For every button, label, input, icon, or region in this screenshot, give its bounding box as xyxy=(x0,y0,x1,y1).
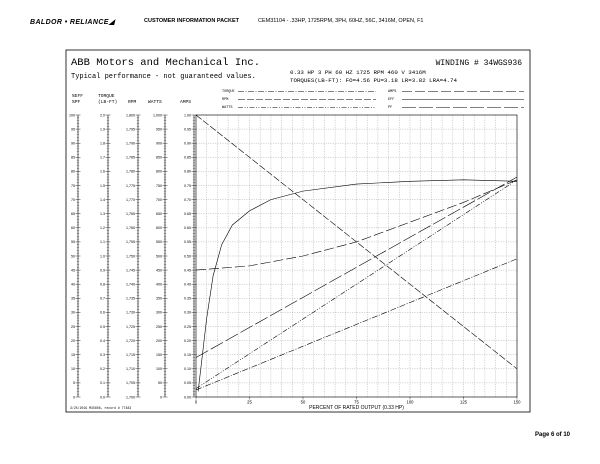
y-tick-label: 30 xyxy=(71,310,75,315)
y-tick-label: 90 xyxy=(71,141,75,146)
y-tick-label: 0.3 xyxy=(100,353,105,357)
y-tick-label: 0.5 xyxy=(100,324,105,329)
y-tick-label: 200 xyxy=(156,338,162,343)
y-tick-label: 0.1 xyxy=(100,381,105,386)
y-tick-label: 75 xyxy=(71,183,75,188)
y-tick-label: 40 xyxy=(71,282,75,287)
y-tick-label: 1,750 xyxy=(126,254,135,259)
y-tick-label: 950 xyxy=(156,127,162,132)
page-number: Page 6 of 10 xyxy=(534,432,570,438)
y-tick-label: 1,745 xyxy=(126,268,135,273)
y-tick-label: 1,000 xyxy=(153,113,162,118)
y-tick-label: 0.4 xyxy=(100,338,105,343)
y-tick-label: 1,735 xyxy=(126,296,135,301)
x-axis-label: PERCENT OF RATED OUTPUT (0.33 HP) xyxy=(309,405,404,411)
legend-label-watts: WATTS xyxy=(222,106,233,110)
y-tick-label: 0.9 xyxy=(100,268,105,273)
y-tick-label: 55 xyxy=(71,240,75,245)
y-tick-label: 800 xyxy=(156,169,162,174)
y-tick-label: 0.45 xyxy=(184,268,191,273)
y-tick-label: 0.60 xyxy=(184,226,191,231)
y-tick-label: 80 xyxy=(71,169,75,174)
axis-header-text: AMPS xyxy=(180,100,192,105)
legend-label-torque: TORQUE xyxy=(222,90,235,94)
y-tick-label: 1,715 xyxy=(126,353,135,357)
y-tick-label: 700 xyxy=(156,197,162,202)
y-tick-label: 1,760 xyxy=(126,226,135,231)
y-tick-label: 0.7 xyxy=(100,296,105,301)
y-tick-label: 1.3 xyxy=(100,212,105,216)
logo-separator: • xyxy=(62,19,70,26)
y-tick-label: 1,705 xyxy=(126,381,135,386)
y-tick-label: 45 xyxy=(71,268,75,273)
y-tick-label: 1,740 xyxy=(126,282,135,287)
y-tick-label: 1,720 xyxy=(126,338,135,343)
y-tick-label: 1,770 xyxy=(126,197,135,202)
reliance-mark-icon: ◢ xyxy=(108,19,115,26)
y-tick-label: 850 xyxy=(156,155,162,160)
y-tick-label: 50 xyxy=(71,254,75,259)
y-tick-label: 0.65 xyxy=(184,212,191,216)
y-tick-label: 0.55 xyxy=(184,240,191,245)
y-tick-label: 0.75 xyxy=(184,183,191,188)
logo-baldor: BALDOR xyxy=(30,19,63,26)
y-tick-label: 450 xyxy=(156,268,162,273)
y-tick-label: 1,765 xyxy=(126,212,135,216)
y-tick-label: 0.70 xyxy=(184,197,191,202)
y-tick-label: 0.80 xyxy=(184,169,191,174)
x-tick-label: 150 xyxy=(513,399,521,405)
y-tick-label: 1.2 xyxy=(100,226,105,231)
y-tick-label: 2.0 xyxy=(100,113,105,118)
y-tick-label: 100 xyxy=(69,113,75,118)
y-tick-label: 1.8 xyxy=(100,141,105,146)
y-tick-label: 1,725 xyxy=(126,324,135,329)
y-tick-label: 750 xyxy=(156,183,162,188)
y-tick-label: 1,700 xyxy=(126,395,135,400)
y-tick-label: 550 xyxy=(156,240,162,245)
x-tick-label: 25 xyxy=(247,399,252,405)
packet-title: CUSTOMER INFORMATION PACKET xyxy=(144,18,240,24)
y-tick-label: 1,785 xyxy=(126,155,135,160)
y-tick-label: 0.30 xyxy=(184,310,191,315)
y-tick-label: 0.10 xyxy=(184,367,191,372)
y-tick-label: 10 xyxy=(71,367,75,372)
y-tick-label: 1,730 xyxy=(126,310,135,315)
y-tick-label: 1.7 xyxy=(100,155,105,160)
y-tick-label: 25 xyxy=(71,324,75,329)
y-tick-label: 0.95 xyxy=(184,127,191,132)
y-tick-label: 1.00 xyxy=(184,113,191,118)
y-tick-label: 50 xyxy=(158,381,162,386)
y-tick-label: 15 xyxy=(71,353,75,357)
y-tick-label: 85 xyxy=(71,155,75,160)
legend-label-pf: PF xyxy=(388,106,393,110)
product-description: CEM31104 - .33HP, 1725RPM, 3PH, 60HZ, 56C, 3416M, OPEN, F1 xyxy=(258,18,424,24)
y-tick-label: 1,755 xyxy=(126,240,135,245)
y-tick-label: 1,800 xyxy=(126,113,135,118)
y-tick-label: 1,775 xyxy=(126,183,135,188)
y-tick-label: 350 xyxy=(156,296,162,301)
y-tick-label: 0.35 xyxy=(184,296,191,301)
y-tick-label: 150 xyxy=(156,353,162,357)
y-tick-label: 0.6 xyxy=(100,310,105,315)
y-tick-label: 650 xyxy=(156,212,162,216)
y-tick-label: 0.50 xyxy=(184,254,191,259)
x-tick-label: 125 xyxy=(460,399,467,405)
y-tick-label: 0.25 xyxy=(184,324,191,329)
y-tick-label: 1.0 xyxy=(100,254,105,259)
y-tick-label: 1.9 xyxy=(100,127,105,132)
y-tick-label: 0.40 xyxy=(184,282,191,287)
legend-label-eff: EFF xyxy=(388,98,395,102)
y-tick-label: 60 xyxy=(71,226,75,231)
y-tick-label: 400 xyxy=(156,282,162,287)
y-tick-label: 900 xyxy=(156,141,162,146)
footer-note: 3/25/2019 M35608, record # 77483 xyxy=(70,406,132,410)
y-tick-label: 70 xyxy=(71,197,75,202)
disclaimer-text: Typical performance - not guaranteed values. xyxy=(71,73,256,81)
y-tick-label: 1.5 xyxy=(100,183,105,188)
y-tick-label: 1,795 xyxy=(126,127,135,132)
y-tick-label: 1,790 xyxy=(126,141,135,146)
winding-number: WINDING # 34WGS936 xyxy=(435,59,522,68)
x-tick-label: 100 xyxy=(406,399,414,405)
axis-header-text: (LB-FT) xyxy=(98,100,118,105)
y-tick-label: 0.90 xyxy=(184,141,191,146)
axis-header-text: %EFF xyxy=(72,94,84,99)
y-tick-label: 1,780 xyxy=(126,169,135,174)
x-tick-label: 0 xyxy=(194,399,198,405)
y-tick-label: 0.85 xyxy=(184,155,191,160)
x-tick-label: 50 xyxy=(300,399,306,405)
y-tick-label: 0.20 xyxy=(184,338,191,343)
axis-header-text: RPM xyxy=(128,100,137,105)
legend-label-rpm: RPM xyxy=(222,98,229,102)
y-tick-label: 0 xyxy=(160,395,162,400)
y-tick-label: 1.1 xyxy=(100,240,105,245)
logo-reliance: RELIANCE xyxy=(69,19,109,26)
y-tick-label: 35 xyxy=(71,296,75,301)
y-tick-label: 0.00 xyxy=(184,395,191,400)
y-tick-label: 95 xyxy=(71,127,75,132)
y-tick-label: 0.05 xyxy=(184,381,191,386)
y-tick-label: 300 xyxy=(156,310,162,315)
legend-label-amps: AMPS xyxy=(388,90,397,94)
y-tick-label: 500 xyxy=(156,254,162,259)
y-tick-label: 1.6 xyxy=(100,169,105,174)
y-tick-label: 65 xyxy=(71,212,75,216)
y-tick-label: 20 xyxy=(71,338,75,343)
torques-line: TORQUES(LB-FT): FO=4.56 PU=3.18 LR=3.82 LRA=4.74 xyxy=(290,77,457,84)
y-tick-label: 5 xyxy=(73,381,75,386)
company-name: ABB Motors and Mechanical Inc. xyxy=(71,57,261,69)
y-tick-label: 1,710 xyxy=(126,367,135,372)
y-tick-label: 600 xyxy=(156,226,162,231)
y-tick-label: 0.8 xyxy=(100,282,105,287)
x-tick-label: 75 xyxy=(354,399,359,405)
axis-header-text: WATTS xyxy=(148,100,162,105)
y-tick-label: 250 xyxy=(156,324,162,329)
axis-header-text: TORQUE xyxy=(98,94,115,99)
y-tick-label: 0.2 xyxy=(100,367,105,372)
y-tick-label: 0.0 xyxy=(100,395,105,400)
axis-header-text: %PF xyxy=(72,100,81,105)
y-tick-label: 100 xyxy=(156,367,162,372)
y-tick-label: 0.15 xyxy=(184,353,191,357)
rating-line: 0.33 HP 3 PH 60 HZ 1725 RPM 460 V 3416M xyxy=(290,69,426,76)
y-tick-label: 0 xyxy=(73,395,75,400)
y-tick-label: 1.4 xyxy=(100,197,105,202)
